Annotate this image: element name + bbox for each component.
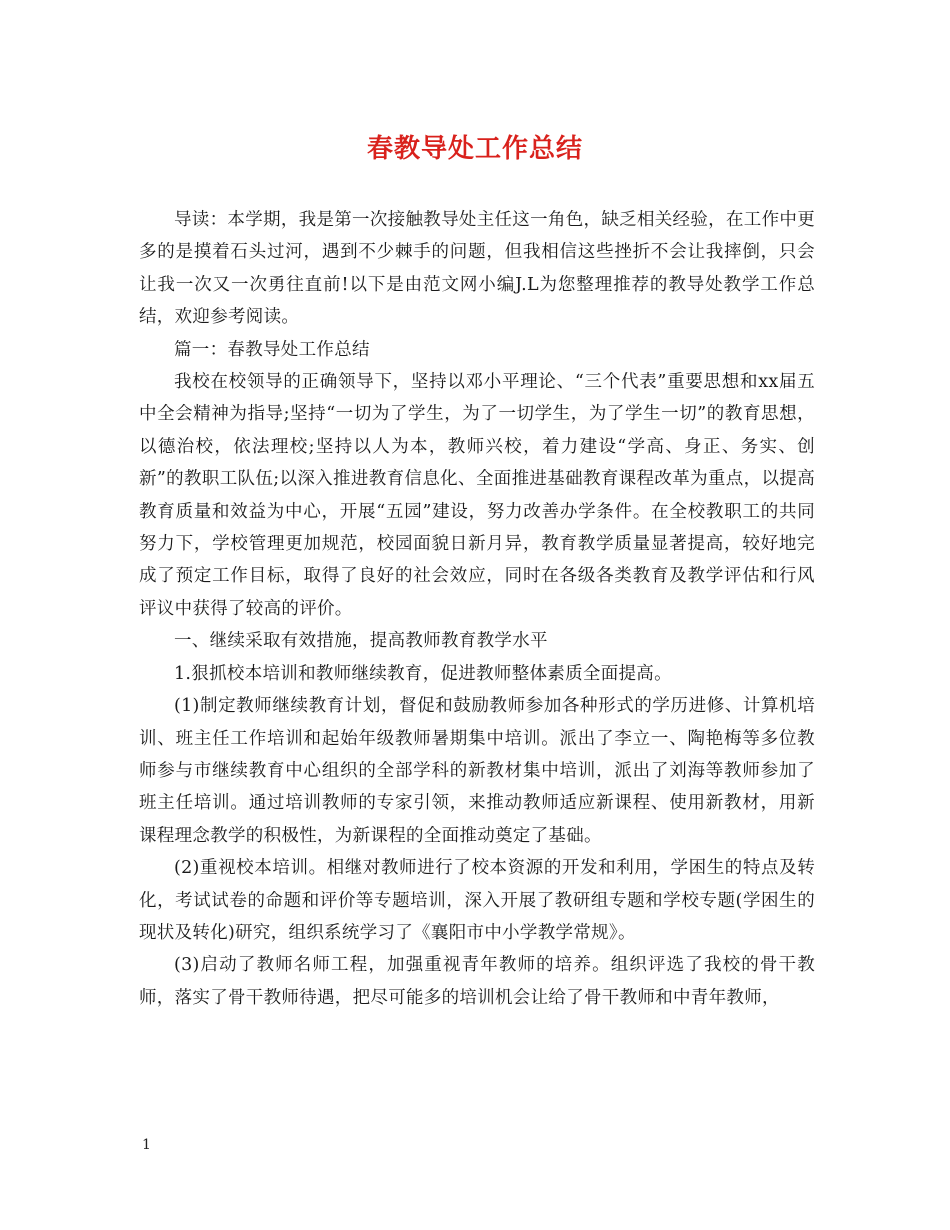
section-heading-one: 一、继续采取有效措施，提高教师教育教学水平 <box>174 631 548 652</box>
document-body <box>139 204 815 1014</box>
overview-paragraph: 我校在校领导的正确领导下，坚持以邓小平理论、“三个代表”重要思想和xx届五中全会精神为指导;坚持“一切为了学生，为了一切学生，为了学生一切”的教育思想，以德治校，依法理校;坚持以人为本，教师兴校，着力建设“学高、身正、务实、创新”的教职工队伍;以深入推进教育信息化、全面推进基础教育课程改革为重点，以提高教育质量和效益为中心，开展“五园”建设，努力改善办学条件。在全校教职工的共同努力下，学校管理更加规范，校园面貌日新月异，教育教学质量显著提高，较好地完成了预定工作目标，取得了良好的社会效应，同时在各级各类教育及教学评估和行风评议中获得了较高的评价。 <box>139 372 815 619</box>
document-title: 春教导处工作总结 <box>366 134 583 164</box>
page-number: 1 <box>142 1137 151 1153</box>
item-2-paragraph: (2)重视校本培训。相继对教师进行了校本资源的开发和利用，学困生的特点及转化，考试试卷的命题和评价等专题培训，深入开展了教研组专题和学校专题(学困生的现状及转化)研究，组织系统学习了《襄阳市中小学教学常规》。 <box>139 858 815 943</box>
section-heading-part-one: 篇一：春教导处工作总结 <box>174 339 370 360</box>
item-3-paragraph: (3)启动了教师名师工程，加强重视青年教师的培养。组织评选了我校的骨干教师，落实了骨干教师待遇，把尽可能多的培训机会让给了骨干教师和中青年教师， <box>139 955 815 1008</box>
intro-paragraph: 导读：本学期，我是第一次接触教导处主任这一角色，缺乏相关经验，在工作中更多的是摸着石头过河，遇到不少棘手的问题，但我相信这些挫折不会让我摔倒，只会让我一次又一次勇往直前!以下是由范文网小编J.L为您整理推荐的教导处教学工作总结，欢迎参考阅读。 <box>139 210 815 328</box>
item-1-paragraph: (1)制定教师继续教育计划，督促和鼓励教师参加各种形式的学历进修、计算机培训、班主任工作培训和起始年级教师暑期集中培训。派出了李立一、陶艳梅等多位教师参与市继续教育中心组织的全部学科的新教材集中培训，派出了刘海等教师参加了班主任培训。通过培训教师的专家引领，来推动教师适应新课程、使用新教材，用新课程理念教学的积极性，为新课程的全面推动奠定了基础。 <box>139 696 815 846</box>
subheading-1: 1.狠抓校本培训和教师继续教育，促进教师整体素质全面提高。 <box>174 663 672 684</box>
